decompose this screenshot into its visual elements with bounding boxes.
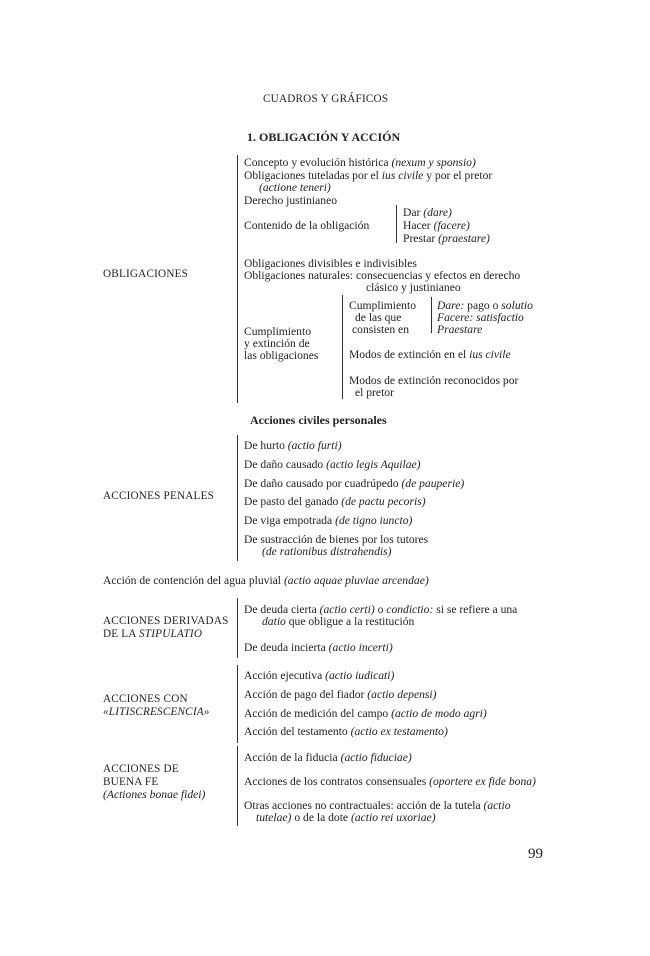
buenafe-bracket <box>237 746 238 826</box>
list-item: De deuda incierta (actio incerti) <box>244 641 393 654</box>
cqc-bracket <box>431 297 432 333</box>
list-item: Praestare <box>437 323 483 336</box>
list-item: Acción ejecutiva (actio iudicati) <box>244 669 395 682</box>
list-item: De deuda cierta (actio certi) o condictio: si se refiere a una <box>244 603 518 616</box>
list-item: Acción de pago del fiador (actio depensi) <box>244 688 437 701</box>
stipulatio-bracket <box>237 598 238 658</box>
list-item: Concepto y evolución histórica (nexum y sponsio) <box>244 156 476 169</box>
list-item: De sustracción de bienes por los tutores <box>244 533 429 546</box>
list-item: De viga empotrada (de tigno iuncto) <box>244 514 413 527</box>
list-item: clásico y justinianeo <box>366 281 461 294</box>
list-item: Obligaciones tuteladas por el ius civile y por el pretor <box>244 169 493 182</box>
buenafe-label: ACCIONES DE <box>103 763 179 775</box>
list-item: Modos de extinción reconocidos por <box>349 374 519 387</box>
list-item: el pretor <box>355 386 394 399</box>
list-item: tutelae) o de la dote (actio rei uxoriae) <box>256 811 436 824</box>
contenido-bracket <box>396 205 397 243</box>
running-header: CUADROS Y GRÁFICOS <box>263 93 389 105</box>
list-item: De hurto (actio furti) <box>244 439 342 452</box>
penales-bracket <box>237 435 238 561</box>
list-item: De pasto del ganado (de pactu pecoris) <box>244 495 426 508</box>
contenido-label: Contenido de la obligación <box>244 219 370 232</box>
buenafe-label: (Actiones bonae fidei) <box>103 788 206 801</box>
obligaciones-label: OBLIGACIONES <box>103 268 189 280</box>
list-item: Acciones de los contratos consensuales (oportere ex fide bona) <box>244 775 536 788</box>
list-item: De daño causado (actio legis Aquilae) <box>244 458 421 471</box>
list-item: datio que obligue a la restitución <box>262 615 415 628</box>
list-item: Cumplimiento <box>349 299 416 312</box>
litis-label: «LITISCRESCENCIA» <box>103 706 210 718</box>
section-title: 1. OBLIGACIÓN Y ACCIÓN <box>247 130 401 144</box>
cumplimiento-label: y extinción de <box>244 337 310 350</box>
cumplimiento-label: Cumplimiento <box>244 325 311 338</box>
list-item: de las que <box>355 311 402 324</box>
list-item: Modos de extinción en el ius civile <box>349 348 511 361</box>
list-item: Hacer (facere) <box>403 219 470 232</box>
litis-bracket <box>237 665 238 743</box>
list-item: Acción de medición del campo (actio de modo agri) <box>244 707 487 720</box>
penales-label: ACCIONES PENALES <box>103 490 215 502</box>
list-item: Acción de la fiducia (actio fiduciae) <box>244 751 412 764</box>
list-item: Facere: satisfactio <box>437 311 524 324</box>
aqua-line: Acción de contención del agua pluvial (actio aquae pluviae arcendae) <box>103 574 429 587</box>
list-item: Dar (dare) <box>403 206 452 219</box>
litis-label: ACCIONES CON <box>103 693 188 705</box>
obligaciones-bracket <box>237 155 238 403</box>
list-item: (de rationibus distrahendis) <box>262 545 392 558</box>
list-item: Prestar (praestare) <box>403 232 490 245</box>
cumplimiento-bracket <box>342 295 343 399</box>
subsection-title: Acciones civiles personales <box>250 413 387 427</box>
cumplimiento-label: las obligaciones <box>244 349 319 362</box>
list-item: Obligaciones naturales: consecuencias y efectos en derecho <box>244 269 521 282</box>
buenafe-label: BUENA FE <box>103 776 159 788</box>
list-item: Dare: pago o solutio <box>437 299 533 312</box>
list-item: Otras acciones no contractuales: acción de la tutela (actio <box>244 799 511 812</box>
list-item: (actione teneri) <box>259 181 331 194</box>
list-item: consisten en <box>352 323 409 336</box>
stipulatio-label: ACCIONES DERIVADAS <box>103 615 229 627</box>
list-item: Acción del testamento (actio ex testamento) <box>244 725 448 738</box>
list-item: Derecho justinianeo <box>244 194 338 207</box>
stipulatio-label: DE LA STIPULATIO <box>103 628 203 640</box>
page-number: 99 <box>528 846 543 862</box>
list-item: De daño causado por cuadrúpedo (de pauperie) <box>244 477 465 490</box>
list-item: Obligaciones divisibles e indivisibles <box>244 257 417 270</box>
